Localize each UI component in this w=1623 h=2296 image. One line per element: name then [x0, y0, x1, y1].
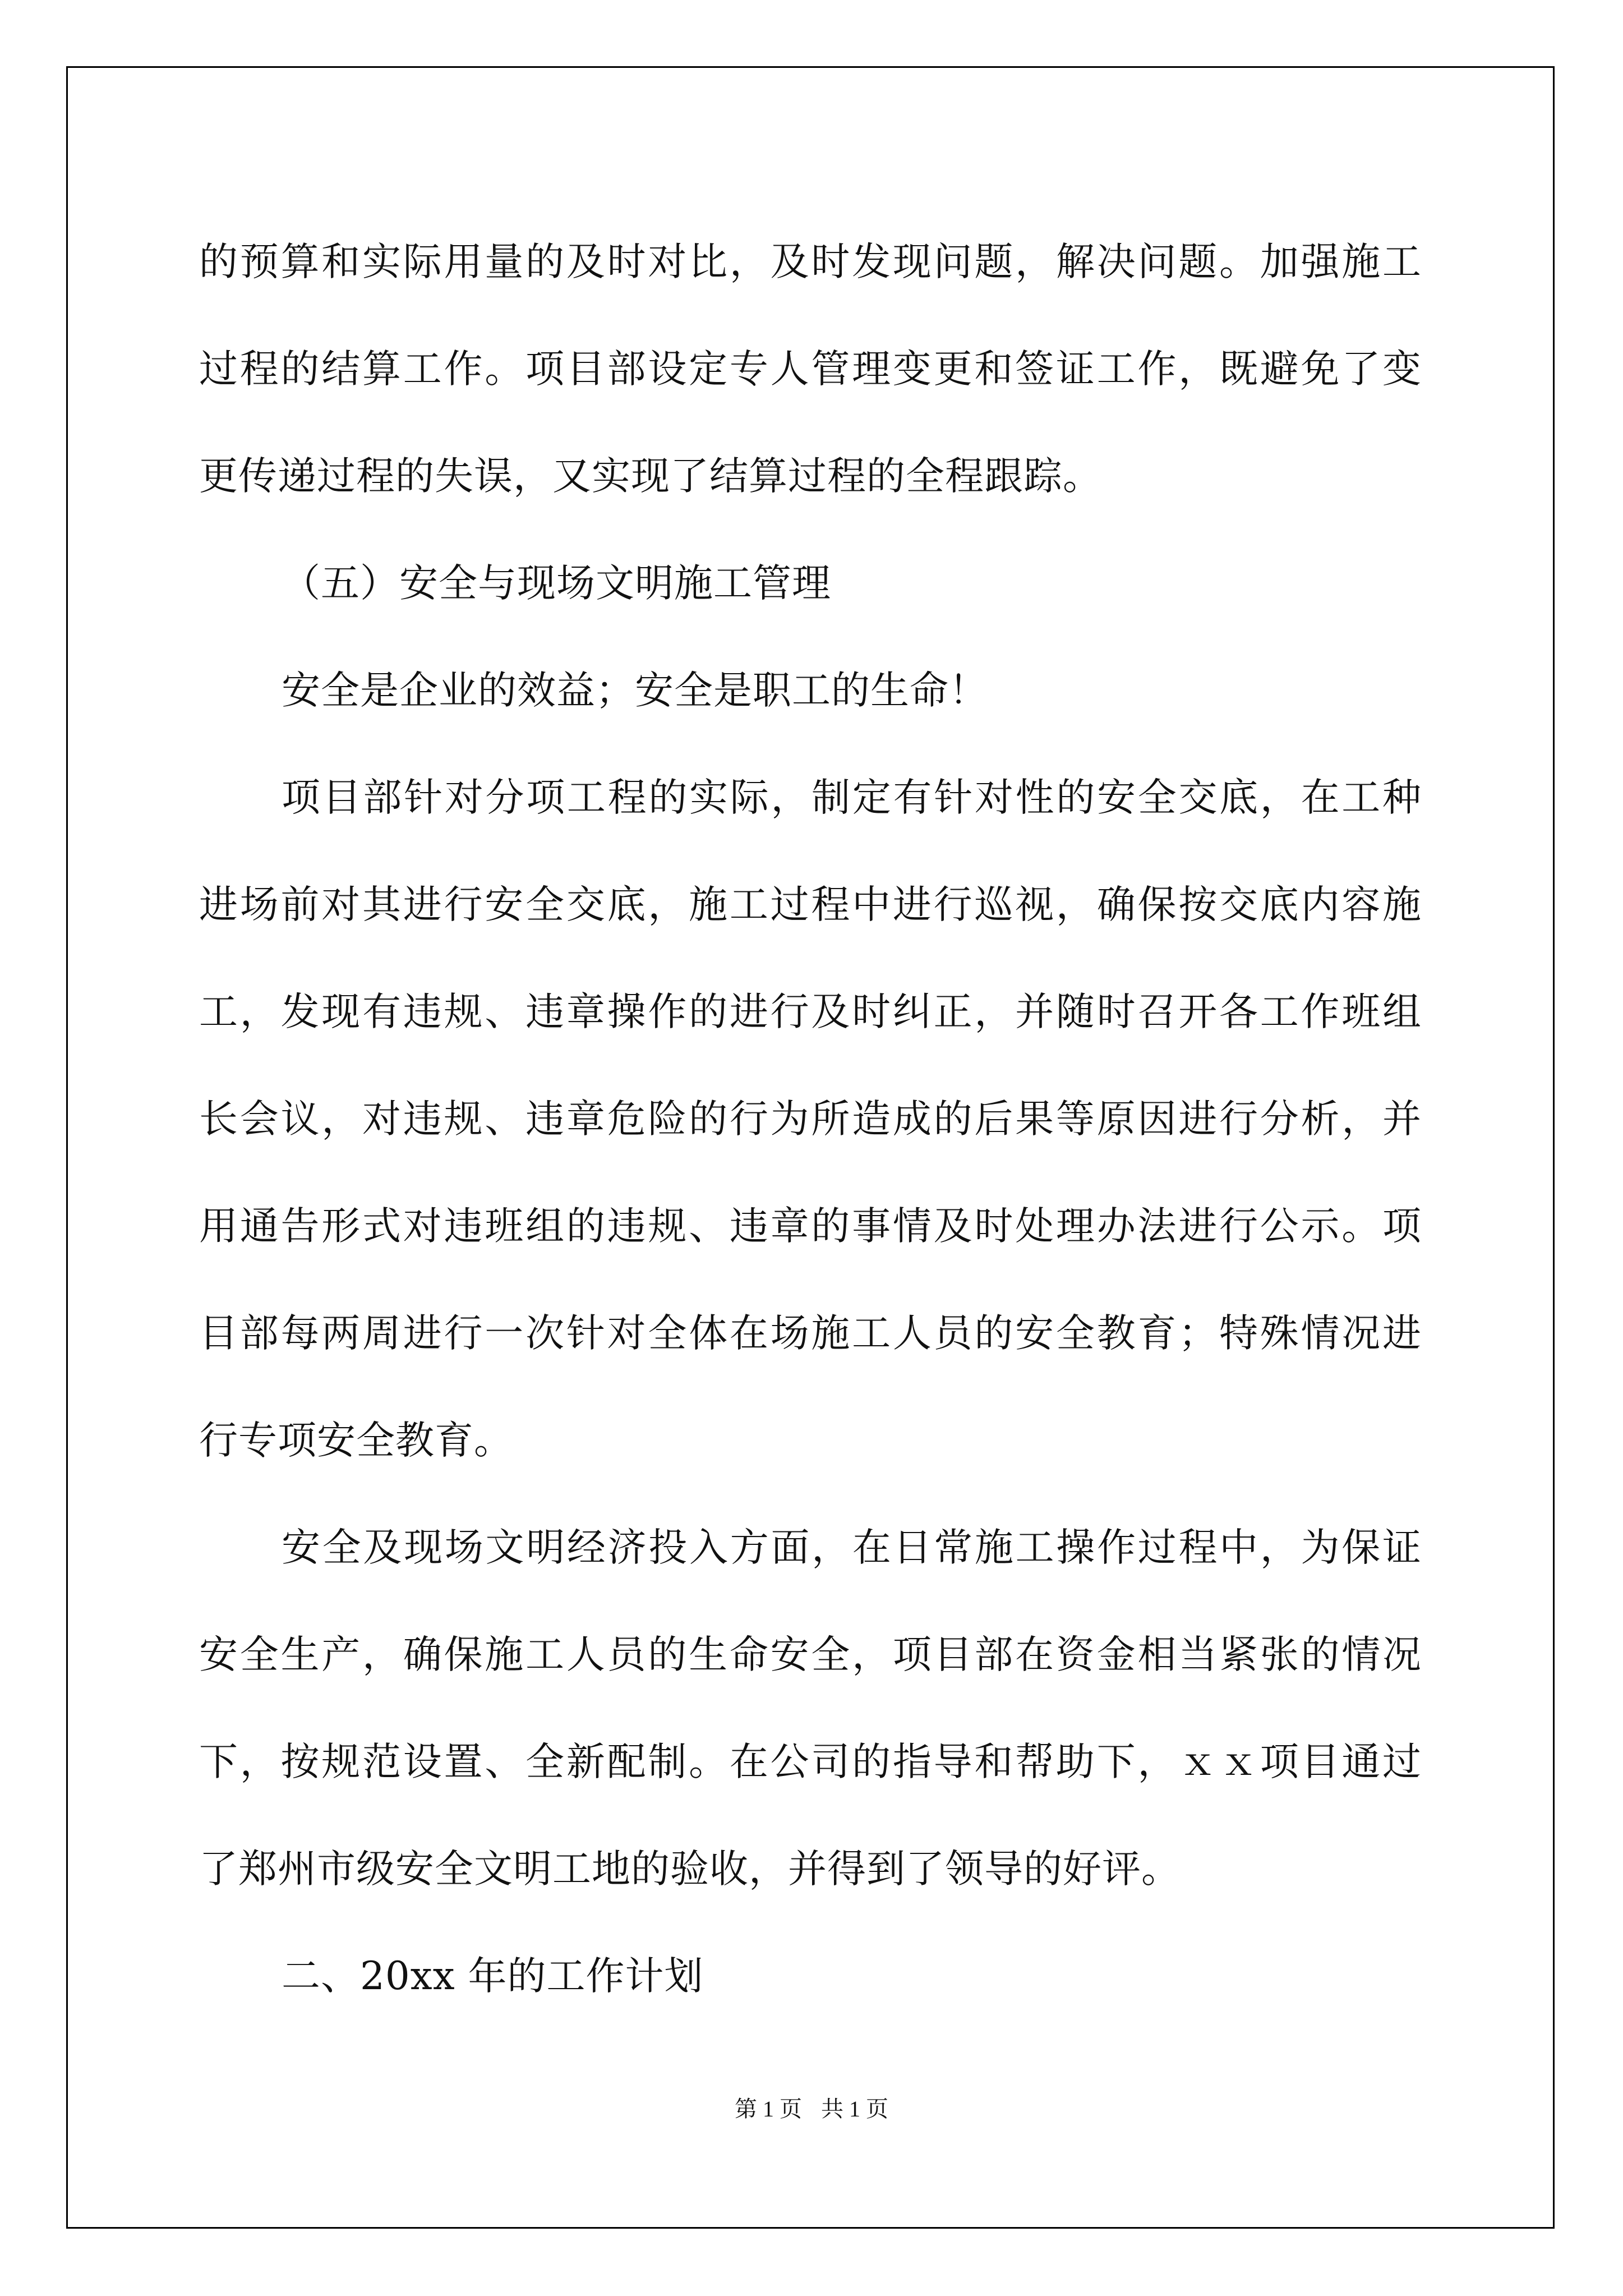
- text-line: 用通告形式对违班组的违规、违章的事情及时处理办法进行公示。项: [199, 1204, 1422, 1249]
- text-line: 下，按规范设置、全新配制。在公司的指导和帮助下，ｘｘ项目通过: [199, 1740, 1422, 1784]
- page-footer: [0, 2091, 1623, 2123]
- text-line: 更传递过程的失误，又实现了结算过程的全程跟踪。: [199, 454, 1102, 499]
- page-total: 共 1 页: [821, 2096, 888, 2122]
- text-line: 目部每两周进行一次针对全体在场施工人员的安全教育；特殊情况进: [199, 1311, 1422, 1356]
- text-line: 行专项安全教育。: [199, 1418, 513, 1463]
- text-line: 安全生产，确保施工人员的生命安全，项目部在资金相当紧张的情况: [199, 1632, 1422, 1677]
- document-body: [199, 209, 1422, 2030]
- text-line: 进场前对其进行安全交底，施工过程中进行巡视，确保按交底内容施: [199, 882, 1422, 927]
- text-line: 过程的结算工作。项目部设定专人管理变更和签证工作，既避免了变: [199, 347, 1422, 392]
- text-line: 工，发现有违规、违章操作的进行及时纠正，并随时召开各工作班组: [199, 990, 1422, 1034]
- section-heading: （五）安全与现场文明施工管理: [282, 561, 831, 606]
- text-line: 的预算和实际用量的及时对比，及时发现问题，解决问题。加强施工: [199, 240, 1422, 284]
- text-line: 了郑州市级安全文明工地的验收，并得到了领导的好评。: [199, 1847, 1181, 1892]
- text-line: 安全及现场文明经济投入方面，在日常施工操作过程中，为保证: [282, 1525, 1422, 1570]
- text-line: 安全是企业的效益；安全是职工的生命！: [282, 668, 988, 713]
- text-line: 项目部针对分项工程的实际，制定有针对性的安全交底，在工种: [282, 775, 1422, 820]
- text-line: 长会议，对违规、违章危险的行为所造成的后果等原因进行分析，并: [199, 1097, 1422, 1142]
- section-heading: 二、20xx 年的工作计划: [282, 1954, 704, 1999]
- page-number: 第 1 页: [735, 2096, 802, 2122]
